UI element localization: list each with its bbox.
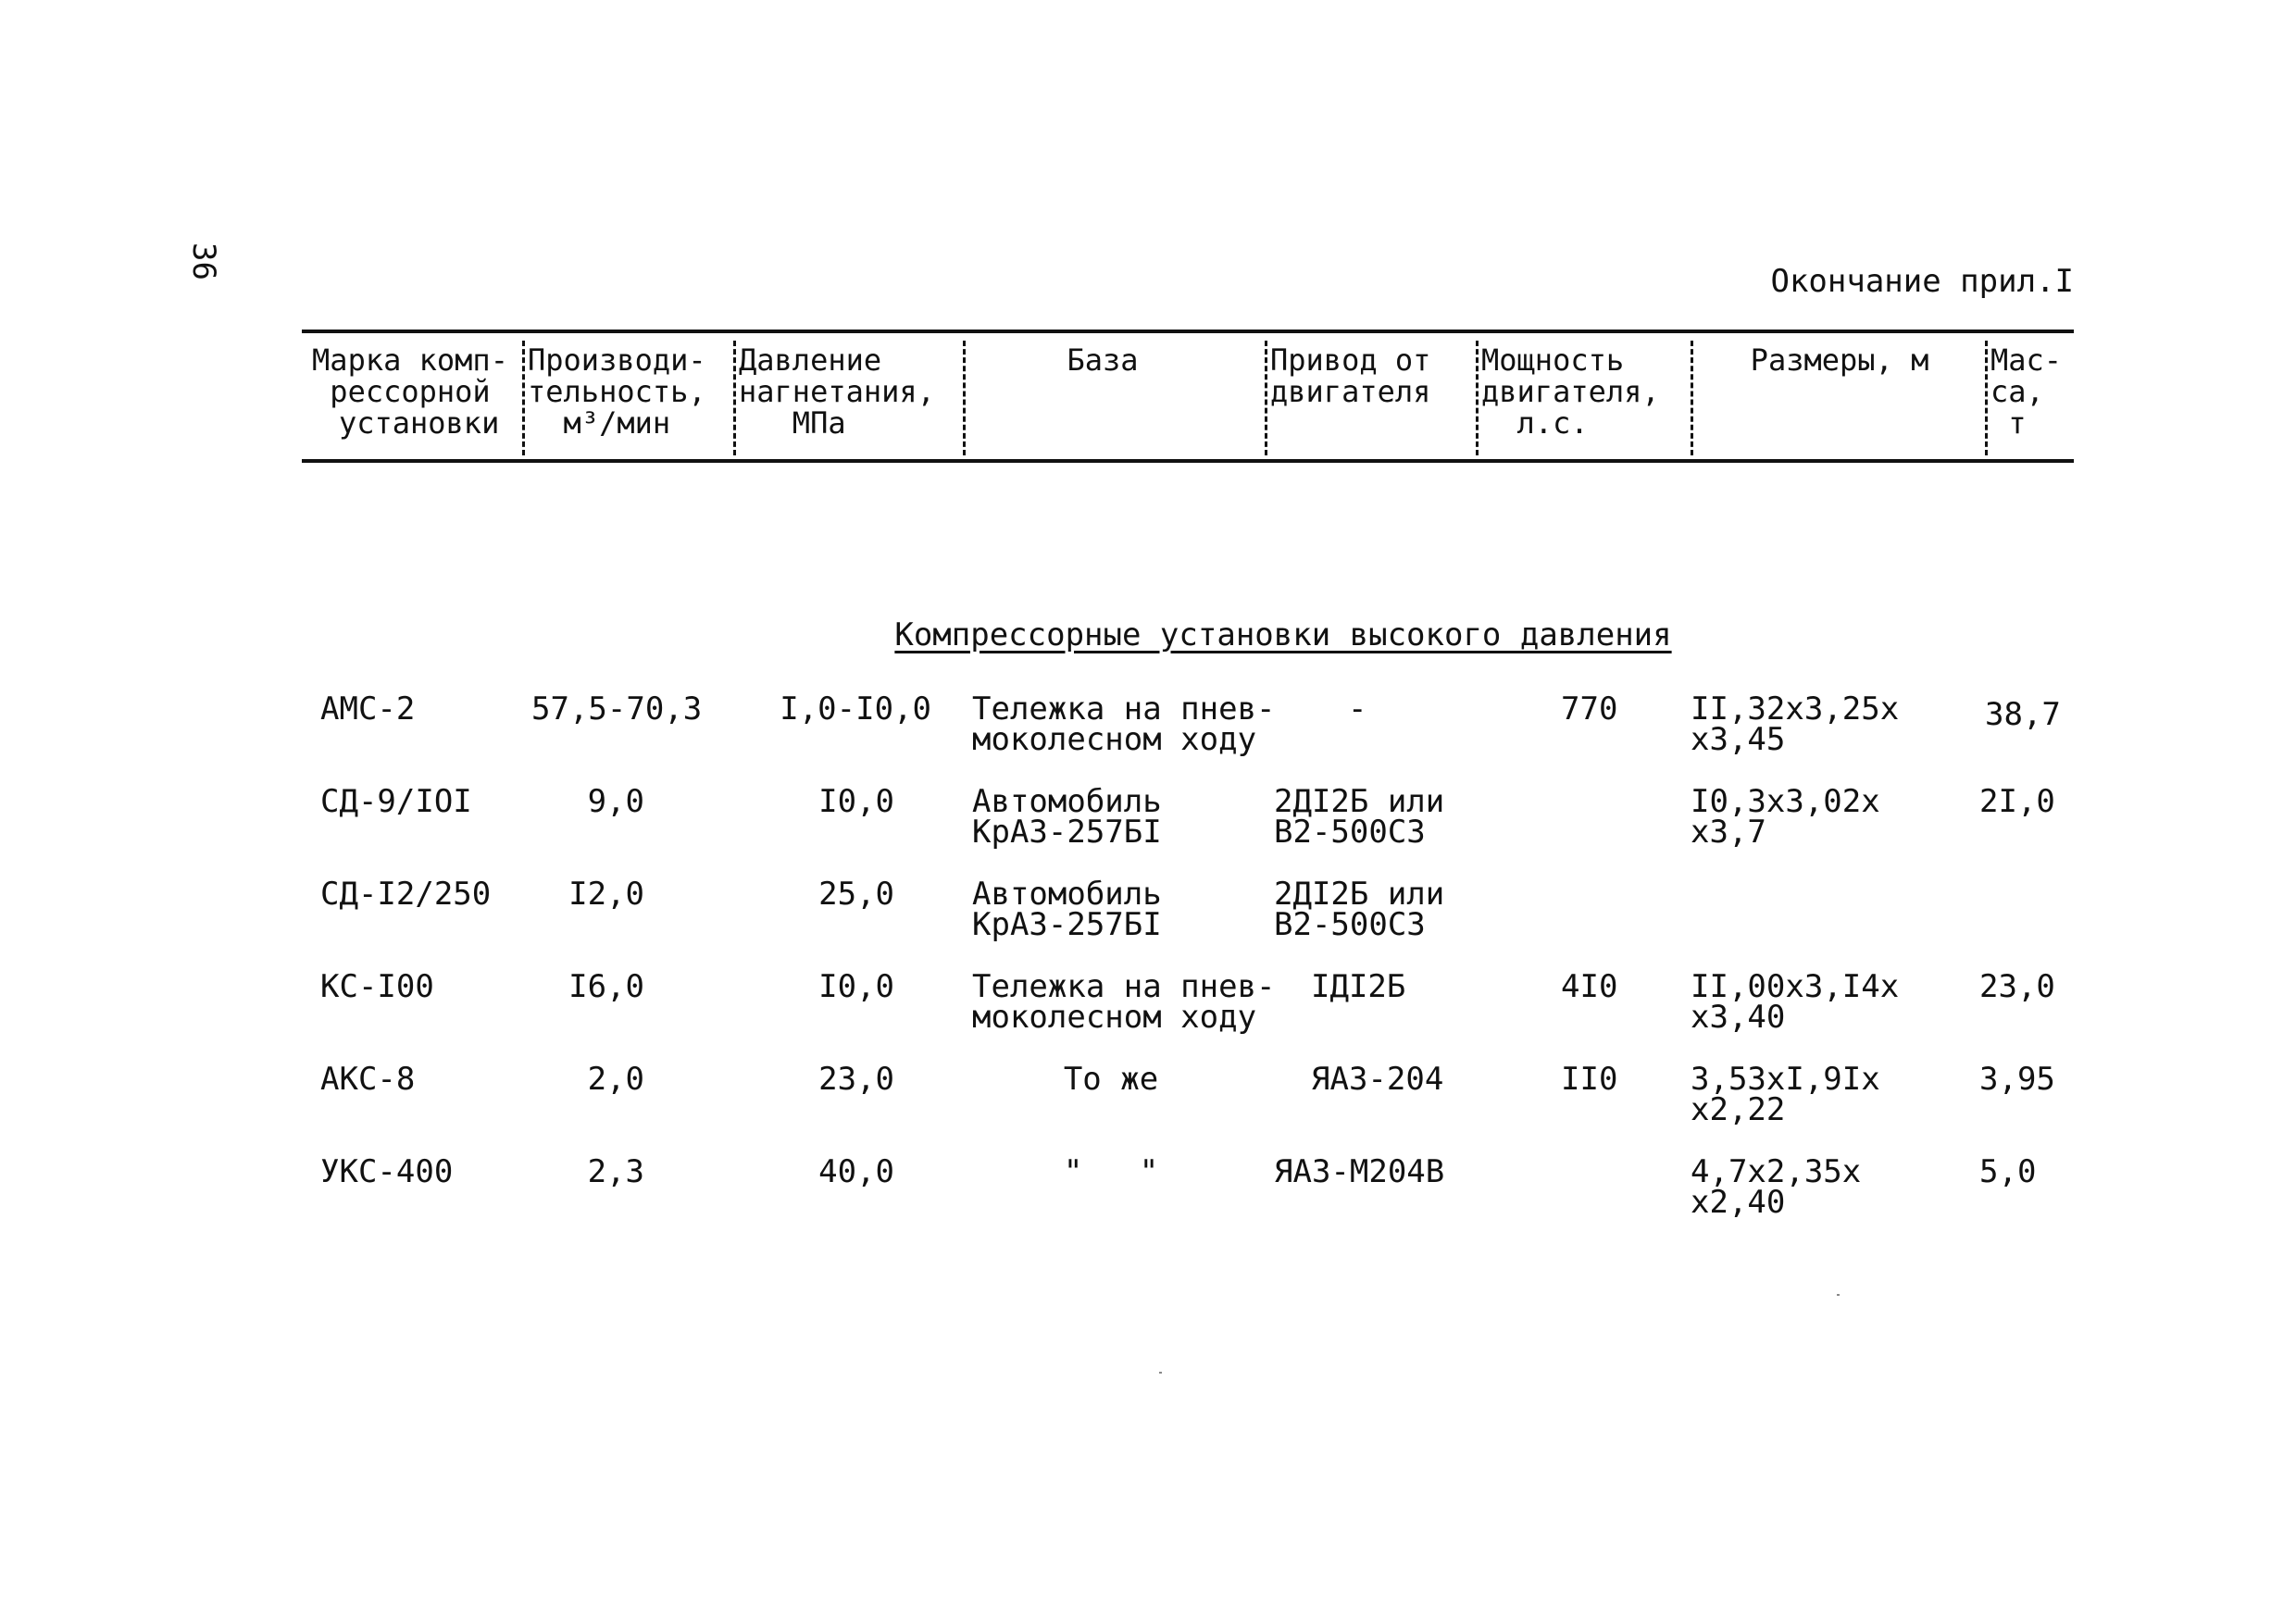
cell-mass: 38,7: [1985, 696, 2061, 733]
appendix-label: Окончание прил.I: [1770, 263, 2074, 300]
header-drive: Привод от двигателя: [1270, 342, 1431, 409]
header-power: Мощность двигателя, л.с.: [1481, 342, 1660, 441]
cell-pressure: I0,0: [818, 968, 894, 1005]
cell-drive: 2ДI2Б или В2-500С3: [1274, 783, 1445, 851]
cell-mass: 5,0: [1979, 1153, 2037, 1190]
header-size: Размеры, м: [1750, 342, 1929, 378]
cell-pressure: 40,0: [818, 1153, 894, 1190]
cell-capacity: I2,0: [568, 876, 644, 913]
cell-drive: 2ДI2Б или В2-500С3: [1274, 876, 1445, 943]
cell-capacity: 2,0: [587, 1061, 644, 1098]
cell-size: II,32x3,25x x3,45: [1691, 690, 1900, 758]
scan-speck: [1159, 1372, 1162, 1374]
cell-base: Тележка на пнев- моколесном ходу: [972, 690, 1276, 758]
scan-speck: [1837, 1294, 1840, 1296]
column-separator: [733, 341, 736, 455]
cell-size: I0,3x3,02x x3,7: [1691, 783, 1880, 851]
section-title: Компрессорные установки высокого давления: [894, 616, 1672, 653]
table-row: [302, 1061, 2074, 1153]
column-separator: [1476, 341, 1479, 455]
table-row: [302, 690, 2074, 783]
cell-pressure: I,0-I0,0: [780, 690, 931, 728]
header-model: Марка комп- рессорной установки: [312, 342, 508, 441]
cell-mass: 23,0: [1979, 968, 2055, 1005]
cell-base: Тележка на пнев- моколесном ходу: [972, 968, 1276, 1036]
cell-power: 770: [1561, 690, 1618, 728]
cell-capacity: 9,0: [587, 783, 644, 820]
table-header-row: [302, 333, 2074, 459]
column-separator: [522, 341, 525, 455]
cell-base: Автомобиль КрАЗ-257БI: [972, 876, 1162, 943]
cell-pressure: 25,0: [818, 876, 894, 913]
cell-mass: 2I,0: [1979, 783, 2055, 820]
cell-power: II0: [1561, 1061, 1618, 1098]
cell-capacity: I6,0: [568, 968, 644, 1005]
cell-drive: -: [1348, 690, 1367, 728]
table-row: [302, 968, 2074, 1061]
cell-pressure: 23,0: [818, 1061, 894, 1098]
page-number: 36: [185, 243, 222, 280]
cell-drive: ЯАЗ-М204В: [1274, 1153, 1445, 1190]
cell-base: Автомобиль КрАЗ-257БI: [972, 783, 1162, 851]
column-separator: [1985, 341, 1988, 455]
cell-size: 4,7x2,35x x2,40: [1691, 1153, 1862, 1221]
cell-power: 4I0: [1561, 968, 1618, 1005]
cell-drive: IДI2Б: [1311, 968, 1406, 1005]
cell-model: СД-9/IOI: [320, 783, 472, 820]
header-base: База: [1067, 342, 1139, 378]
table-row: [302, 1153, 2074, 1246]
cell-size: 3,53xI,9Ix x2,22: [1691, 1061, 1880, 1128]
column-separator: [963, 341, 966, 455]
table-row: [302, 783, 2074, 876]
cell-model: КС-I00: [320, 968, 434, 1005]
header-capacity: Производи- тельность, м³/мин: [528, 342, 706, 441]
cell-mass: 3,95: [1979, 1061, 2055, 1098]
cell-capacity: 57,5-70,3: [531, 690, 703, 728]
cell-capacity: 2,3: [587, 1153, 644, 1190]
cell-model: АМС-2: [320, 690, 416, 728]
cell-pressure: I0,0: [818, 783, 894, 820]
cell-size: II,00x3,I4x x3,40: [1691, 968, 1900, 1036]
cell-base: " ": [1063, 1153, 1159, 1190]
compressor-table: [302, 330, 2074, 1221]
cell-model: УКС-400: [320, 1153, 454, 1190]
cell-model: АКС-8: [320, 1061, 416, 1098]
table-row: [302, 876, 2074, 968]
cell-base: То же: [1063, 1061, 1159, 1098]
table-body: [302, 463, 2074, 1221]
header-mass: Мас- са, т: [1990, 342, 2063, 441]
cell-model: СД-I2/250: [320, 876, 492, 913]
column-separator: [1265, 341, 1267, 455]
column-separator: [1691, 341, 1693, 455]
cell-drive: ЯАЗ-204: [1311, 1061, 1444, 1098]
header-pressure: Давление нагнетания, МПа: [739, 342, 935, 441]
